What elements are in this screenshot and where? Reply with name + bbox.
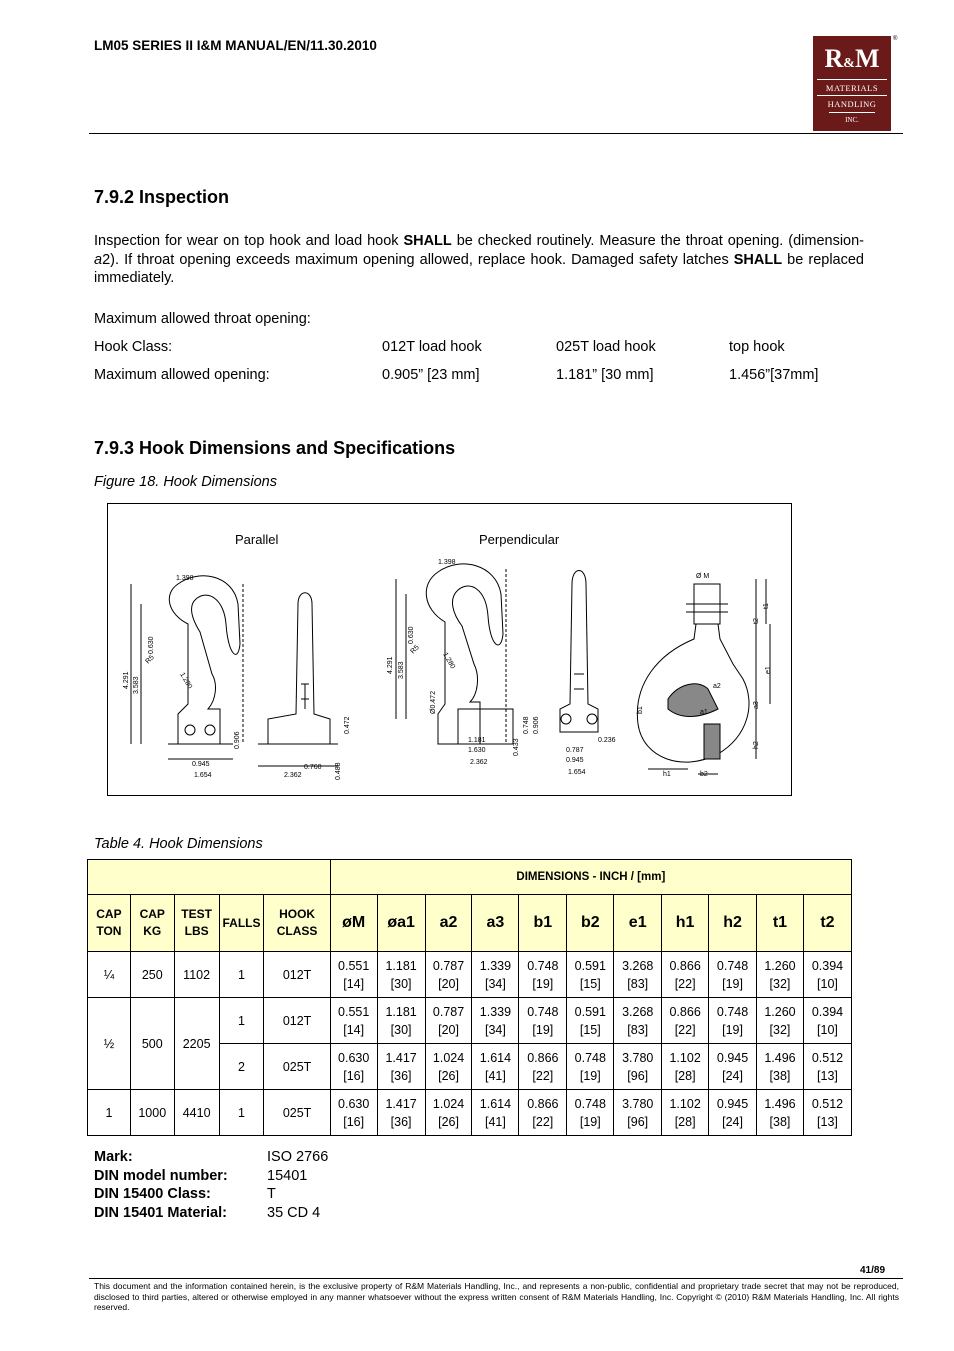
q-dim-0433: 0.433 bbox=[513, 738, 520, 756]
cell-dim-4: 0.748 [19] bbox=[519, 998, 567, 1044]
table-row bbox=[88, 998, 852, 1044]
cell-dim-8: 0.945 [24] bbox=[709, 1090, 757, 1136]
cell-dim-8: 0.748 [19] bbox=[709, 998, 757, 1044]
table-caption: Table 4. Hook Dimensions bbox=[94, 836, 263, 852]
hook-class-025t: 025T load hook bbox=[556, 339, 656, 355]
registered-mark: ® bbox=[893, 36, 898, 42]
cell-dim-9: 1.260 [32] bbox=[757, 998, 804, 1044]
cell-dim-3: 1.614 [41] bbox=[472, 1090, 519, 1136]
cell-dim-1: 1.181 [30] bbox=[377, 952, 425, 998]
spec-din-material: DIN 15401 Material: 35 CD 4 bbox=[94, 1204, 321, 1221]
section-heading-inspection: 7.9.2 Inspection bbox=[94, 187, 230, 207]
cell-hook-class: 012T bbox=[264, 998, 330, 1044]
q-dim-1630: 1.630 bbox=[468, 747, 486, 754]
cell-dim-1: 1.417 [36] bbox=[377, 1090, 425, 1136]
hook-dimensions-table bbox=[87, 859, 852, 1136]
p-dim-1398: 1.398 bbox=[176, 575, 194, 582]
q-dim-1654: 1.654 bbox=[568, 769, 586, 776]
max-opening-label: Maximum allowed opening: bbox=[94, 367, 270, 383]
r-dim-t1: t1 bbox=[763, 603, 770, 609]
cell-dim-5: 0.591 [15] bbox=[567, 952, 614, 998]
col-cap-kg: CAP KG bbox=[130, 895, 174, 952]
cell-falls: 1 bbox=[219, 998, 264, 1044]
legal-notice: This document and the information contained herein, is the exclusive property of R&M Materials Handling, Inc., and represents a non-public, confidential and proprietary trade secret that may not be reproduced, disclosed to third parties, altered or otherwise employed in any manner whatsoever without the express written consent of R&M Materials Handling, Inc. Copyright © (2010) R&M Materials Handling, Inc. All rights reserved. bbox=[94, 1281, 899, 1312]
max-opening-012t: 0.905” [23 mm] bbox=[382, 367, 480, 383]
hook-drawing bbox=[108, 504, 791, 795]
spec-mark: Mark: ISO 2766 bbox=[94, 1149, 329, 1165]
cell-dim-9: 1.496 [38] bbox=[757, 1090, 804, 1136]
max-throat-label: Maximum allowed throat opening: bbox=[94, 311, 311, 327]
perpendicular-label: Perpendicular bbox=[479, 532, 560, 547]
r-dim-t2: t2 bbox=[753, 618, 760, 624]
p-dim-0906: 0.906 bbox=[234, 731, 241, 749]
col-e1: e1 bbox=[614, 895, 662, 952]
parallel-hook-outline bbox=[131, 576, 243, 759]
q-dim-0906: 0.906 bbox=[533, 716, 540, 734]
col-b1: b1 bbox=[519, 895, 567, 952]
q-dim-1181: 1.181 bbox=[468, 737, 486, 744]
table-row bbox=[88, 1090, 852, 1136]
cell-cap-kg: 500 bbox=[130, 998, 174, 1090]
q-dim-4291: 4.291 bbox=[387, 656, 394, 674]
col-h1: h1 bbox=[662, 895, 709, 952]
figure-caption: Figure 18. Hook Dimensions bbox=[94, 474, 277, 490]
col-om: øM bbox=[330, 895, 377, 952]
q-dim-1280: 1.280 bbox=[441, 651, 457, 671]
r-dim-h2: h2 bbox=[753, 741, 760, 749]
cell-dim-4: 0.866 [22] bbox=[519, 1090, 567, 1136]
cell-dim-7: 1.102 [28] bbox=[662, 1090, 709, 1136]
cell-dim-9: 1.496 [38] bbox=[757, 1044, 804, 1090]
cell-hook-class: 025T bbox=[264, 1044, 330, 1090]
cell-cap-ton: ¼ bbox=[88, 952, 131, 998]
cell-test-lbs: 2205 bbox=[174, 998, 219, 1090]
cell-dim-10: 0.394 [10] bbox=[803, 952, 851, 998]
cell-dim-5: 0.591 [15] bbox=[567, 998, 614, 1044]
cell-falls: 1 bbox=[219, 952, 264, 998]
q-dim-0945: 0.945 bbox=[566, 757, 584, 764]
p-dim-2362: 2.362 bbox=[284, 772, 302, 779]
col-falls: FALLS bbox=[219, 895, 264, 952]
p-dim-3583: 3.583 bbox=[133, 676, 140, 694]
r-dim-a2: a2 bbox=[713, 683, 721, 690]
cell-dim-0: 0.630 [16] bbox=[330, 1044, 377, 1090]
cell-dim-10: 0.512 [13] bbox=[803, 1044, 851, 1090]
logo-materials: MATERIALS bbox=[817, 79, 887, 93]
footer-divider bbox=[89, 1278, 903, 1279]
q-dim-3583: 3.583 bbox=[398, 661, 405, 679]
hook-class-012t: 012T load hook bbox=[382, 339, 482, 355]
cell-dim-6: 3.268 [83] bbox=[614, 952, 662, 998]
col-t2: t2 bbox=[803, 895, 851, 952]
cell-dim-2: 0.787 [20] bbox=[425, 952, 472, 998]
cell-cap-ton: ½ bbox=[88, 998, 131, 1090]
table-header-blank bbox=[88, 860, 331, 895]
cell-dim-2: 0.787 [20] bbox=[425, 998, 472, 1044]
table-row bbox=[88, 952, 852, 998]
cell-hook-class: 012T bbox=[264, 952, 330, 998]
q-dim-r5: R5 bbox=[409, 644, 421, 656]
cell-dim-7: 1.102 [28] bbox=[662, 1044, 709, 1090]
max-opening-025t: 1.181” [30 mm] bbox=[556, 367, 654, 383]
col-b2: b2 bbox=[567, 895, 614, 952]
cell-dim-5: 0.748 [19] bbox=[567, 1044, 614, 1090]
cell-dim-0: 0.551 [14] bbox=[330, 952, 377, 998]
r-dim-b2: b2 bbox=[700, 771, 708, 778]
col-h2: h2 bbox=[709, 895, 757, 952]
page-number: 41/89 bbox=[860, 1265, 886, 1276]
cell-dim-0: 0.630 [16] bbox=[330, 1090, 377, 1136]
q-dim-1398: 1.398 bbox=[438, 559, 456, 566]
p-dim-0472: 0.472 bbox=[344, 716, 351, 734]
spec-din-class: DIN 15400 Class: T bbox=[94, 1186, 276, 1203]
r-dim-a1: a1 bbox=[700, 709, 708, 716]
p-dim-0488: 0.488 bbox=[335, 762, 342, 780]
cell-dim-7: 0.866 [22] bbox=[662, 998, 709, 1044]
cell-dim-3: 1.614 [41] bbox=[472, 1044, 519, 1090]
col-hook-class: HOOK CLASS bbox=[264, 895, 330, 952]
p-dim-1654: 1.654 bbox=[194, 772, 212, 779]
q-dim-0787: 0.787 bbox=[566, 747, 584, 754]
parallel-hook-front bbox=[258, 593, 338, 766]
r-dim-h1: h1 bbox=[663, 771, 671, 778]
hook-dimensions-figure bbox=[107, 503, 792, 796]
cell-test-lbs: 4410 bbox=[174, 1090, 219, 1136]
q-dim-0236: 0.236 bbox=[598, 737, 616, 744]
r-dim-om: Ø M bbox=[696, 573, 710, 580]
cell-test-lbs: 1102 bbox=[174, 952, 219, 998]
hook-class-label: Hook Class: bbox=[94, 339, 173, 355]
document-header-title: LM05 SERIES II I&M MANUAL/EN/11.30.2010 bbox=[94, 38, 377, 53]
cell-cap-kg: 250 bbox=[130, 952, 174, 998]
inspection-paragraph: Inspection for wear on top hook and load hook SHALL be checked routinely. Measure the throat opening. (dimension-a2). If throat opening exceeds maximum opening allowed, replace hook. Damaged safety latches SHALL be replaced immediately. bbox=[94, 233, 864, 286]
hook-class-top: top hook bbox=[729, 339, 785, 355]
cell-dim-8: 0.748 [19] bbox=[709, 952, 757, 998]
cell-dim-3: 1.339 [34] bbox=[472, 998, 519, 1044]
cell-dim-6: 3.780 [96] bbox=[614, 1090, 662, 1136]
section-heading-hook-dimensions: 7.9.3 Hook Dimensions and Specifications bbox=[94, 438, 456, 458]
r-dim-a3: a3 bbox=[753, 701, 760, 709]
col-cap-ton: CAP TON bbox=[88, 895, 131, 952]
cell-dim-3: 1.339 [34] bbox=[472, 952, 519, 998]
cell-falls: 1 bbox=[219, 1090, 264, 1136]
hook-specs bbox=[94, 1148, 328, 1222]
parallel-label: Parallel bbox=[235, 532, 279, 547]
p-dim-r5: R5 bbox=[144, 654, 156, 666]
col-oa1: øa1 bbox=[377, 895, 425, 952]
p-dim-0945: 0.945 bbox=[192, 761, 210, 768]
p-dim-4291: 4.291 bbox=[123, 671, 130, 689]
spec-din-model: DIN model number: 15401 bbox=[94, 1167, 308, 1184]
logo-handling: HANDLING bbox=[817, 95, 887, 109]
logo-rm: R&M bbox=[824, 44, 880, 73]
cell-dim-8: 0.945 [24] bbox=[709, 1044, 757, 1090]
cell-cap-kg: 1000 bbox=[130, 1090, 174, 1136]
max-opening-top: 1.456”[37mm] bbox=[729, 367, 819, 383]
col-t1: t1 bbox=[757, 895, 804, 952]
cell-cap-ton: 1 bbox=[88, 1090, 131, 1136]
cell-dim-4: 0.748 [19] bbox=[519, 952, 567, 998]
cell-dim-10: 0.394 [10] bbox=[803, 998, 851, 1044]
col-a3: a3 bbox=[472, 895, 519, 952]
cell-falls: 2 bbox=[219, 1044, 264, 1090]
logo-inc: INC. bbox=[829, 112, 875, 124]
q-dim-2362: 2.362 bbox=[470, 759, 488, 766]
q-dim-0748: 0.748 bbox=[523, 716, 530, 734]
r-dim-e1: e1 bbox=[765, 666, 772, 674]
r-dim-b1: b1 bbox=[637, 706, 644, 714]
q-dim-0630: 0.630 bbox=[408, 626, 415, 644]
cell-dim-4: 0.866 [22] bbox=[519, 1044, 567, 1090]
cell-dim-2: 1.024 [26] bbox=[425, 1044, 472, 1090]
p-dim-0760: 0.760 bbox=[304, 764, 322, 771]
p-dim-0630: 0.630 bbox=[148, 636, 155, 654]
cell-hook-class: 025T bbox=[264, 1090, 330, 1136]
cell-dim-5: 0.748 [19] bbox=[567, 1090, 614, 1136]
perpendicular-hook-front bbox=[560, 571, 598, 733]
col-a2: a2 bbox=[425, 895, 472, 952]
cell-dim-1: 1.417 [36] bbox=[377, 1044, 425, 1090]
cell-dim-0: 0.551 [14] bbox=[330, 998, 377, 1044]
cell-dim-10: 0.512 [13] bbox=[803, 1090, 851, 1136]
table-header-dimensions: DIMENSIONS - INCH / [mm] bbox=[330, 860, 851, 895]
cell-dim-7: 0.866 [22] bbox=[662, 952, 709, 998]
p-dim-1280: 1.280 bbox=[178, 671, 194, 691]
header-divider bbox=[89, 133, 903, 134]
rm-logo bbox=[813, 36, 891, 131]
cell-dim-6: 3.268 [83] bbox=[614, 998, 662, 1044]
cell-dim-6: 3.780 [96] bbox=[614, 1044, 662, 1090]
cell-dim-2: 1.024 [26] bbox=[425, 1090, 472, 1136]
cell-dim-9: 1.260 [32] bbox=[757, 952, 804, 998]
top-hook-outline bbox=[637, 579, 770, 774]
cell-dim-1: 1.181 [30] bbox=[377, 998, 425, 1044]
q-dim-o0472: Ø0.472 bbox=[430, 691, 437, 714]
col-test-lbs: TEST LBS bbox=[174, 895, 219, 952]
